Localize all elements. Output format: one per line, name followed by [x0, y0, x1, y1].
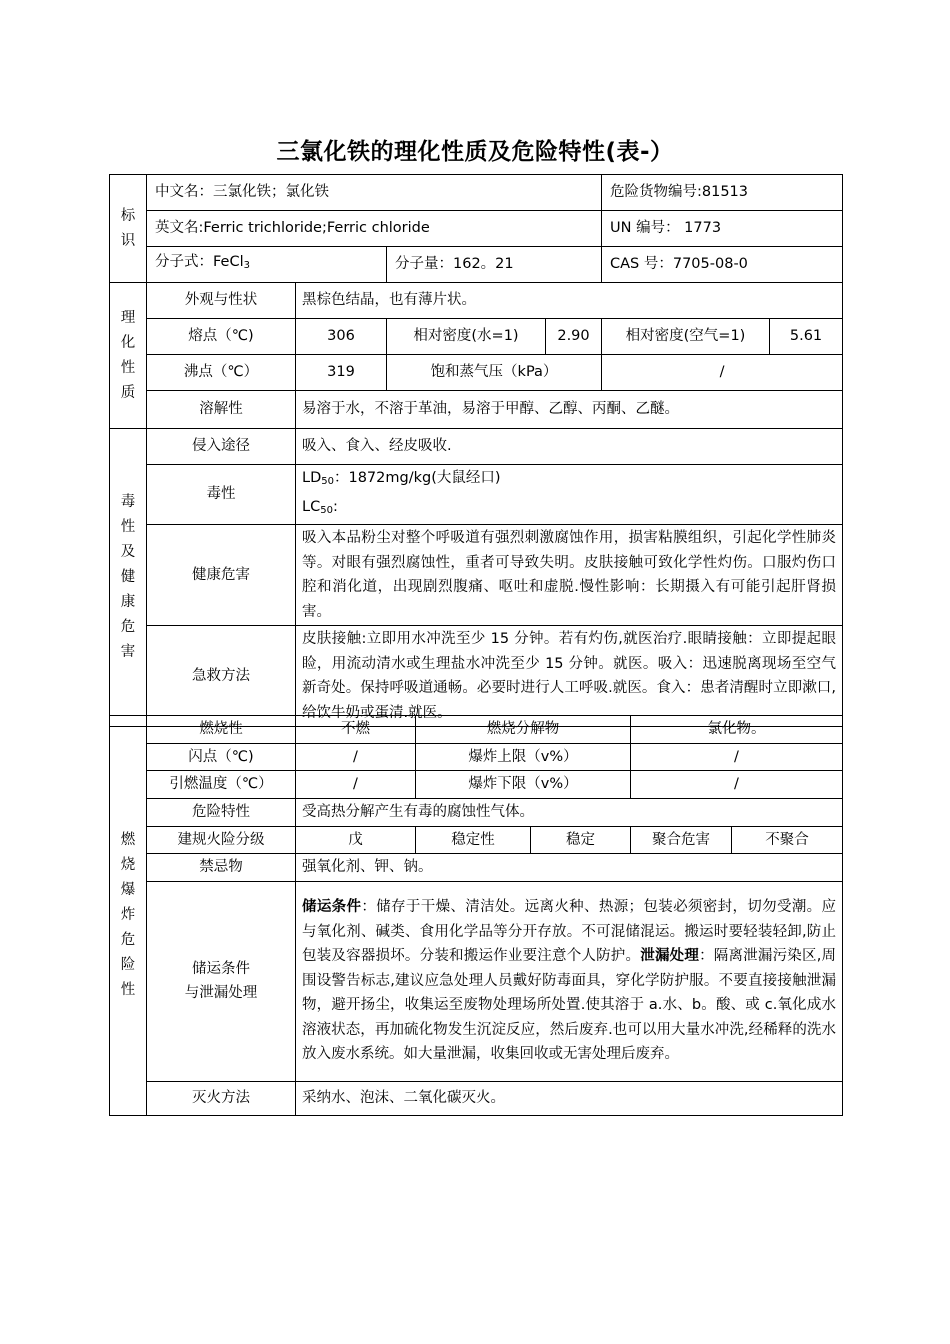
route-label: 侵入途径: [147, 429, 296, 465]
combustibility-value: 不燃: [296, 716, 416, 744]
stability-label: 稳定性: [416, 826, 531, 854]
polymerization-label: 聚合危害: [631, 826, 732, 854]
melting-point-value: 306: [296, 319, 387, 355]
vapor-pressure-value: /: [602, 355, 843, 391]
storage-heading: 储运条件: [302, 899, 362, 916]
appearance-label: 外观与性状: [147, 283, 296, 319]
leak-heading: 泄漏处理: [640, 948, 700, 965]
molecular-formula: 分子式：FeCl$_3$: [147, 247, 387, 283]
boiling-point-value: 319: [296, 355, 387, 391]
physical-properties-table: [109, 282, 843, 429]
appearance-value: 黑棕色结晶，也有薄片状。: [296, 283, 843, 319]
fire-class-value: 戊: [296, 826, 416, 854]
flash-point-label: 闪点（℃): [147, 743, 296, 771]
lower-explosive-limit-value: /: [631, 771, 843, 799]
identification-table: [109, 174, 843, 283]
stability-value: 稳定: [531, 826, 631, 854]
toxicity-table: [109, 428, 843, 727]
storage-leak-value: [296, 881, 843, 1081]
leak-text: ：隔离泄漏污染区,周围设警告标志,建议应急处理人员戴好防毒面具，穿化学防护服。不要直接接触泄漏物，避开扬尘，收集运至废物处理场所处置.使其溶于 a.水、b。酸、或 c.氧化成水溶液状态，再加硫化物发生沉淀反应，然后废弃.也可以用大量水冲洗,经稀释的洗水放入废水系统。如大量泄漏，收集回收或无害处理后废弃。: [302, 948, 837, 1063]
molecular-weight: 分子量：162。21: [387, 247, 602, 283]
hazard-characteristics-value: 受高热分解产生有毒的腐蚀性气体。: [296, 799, 843, 827]
lc50-line: $LC_{50}$:: [302, 498, 338, 516]
extinguishing-label: 灭火方法: [147, 1081, 296, 1115]
extinguishing-value: 采纳水、泡沫、二氧化碳灭火。: [296, 1081, 843, 1115]
decomposition-label: 燃烧分解物: [416, 716, 631, 744]
storage-text: ：储存于干燥、清洁处。远离火种、热源；包装必须密封，切勿受潮。应与氧化剂、碱类、食用化学品等分开存放。不可混储混运。搬运时要轻装轻卸,防止包装及容器损坏。分装和搬运作业要注意个人防护。: [302, 899, 837, 965]
cas-number: CAS 号：7705-08-0: [602, 247, 843, 283]
melting-point-label: 熔点（℃): [147, 319, 296, 355]
relative-density-air-label: 相对密度(空气=1): [602, 319, 770, 355]
lower-explosive-limit-label: 爆炸下限（v%）: [416, 771, 631, 799]
section-label-fire: 燃烧爆炸危险性: [110, 716, 147, 1116]
health-hazard-value: 吸入本品粉尘对整个呼吸道有强烈刺激腐蚀作用，损害粘膜组织，引起化学性肺炎等。对眼有强烈腐蚀性，重者可导致失明。皮肤接触可致化学性灼伤。口服灼伤口腔和消化道，出现剧烈腹痛、呕吐和虚脱.慢性影响：长期摄入有可能引起肝肾损害。: [296, 525, 843, 626]
dangerous-goods-number: 危险货物编号:81513: [602, 175, 843, 211]
flash-point-value: /: [296, 743, 416, 771]
ignition-temp-value: /: [296, 771, 416, 799]
un-number: UN 编号： 1773: [602, 211, 843, 247]
english-name: 英文名:Ferric trichloride;Ferric chloride: [147, 211, 602, 247]
first-aid-value: 皮肤接触:立即用水冲洗至少 15 分钟。若有灼伤,就医治疗.眼睛接触：立即提起眼睑，用流动清水或生理盐水冲洗至少 15 分钟。就医。吸入：迅速脱离现场至空气新奇处。保持呼吸道通畅。必要时进行人工呼吸.就医。食入：患者清醒时立即漱口,给饮牛奶或蛋清.就医。: [296, 626, 843, 727]
storage-leak-label: 储运条件 与泄漏处理: [147, 881, 296, 1081]
solubility-value: 易溶于水，不溶于革油，易溶于甲醇、乙醇、丙酮、乙醚。: [296, 391, 843, 429]
fire-class-label: 建规火险分级: [147, 826, 296, 854]
hazard-characteristics-label: 危险特性: [147, 799, 296, 827]
section-label-toxicity: 毒性及健康危害: [110, 429, 147, 727]
ld50-line: $LD_{50}$：1872mg/kg(大鼠经口): [302, 470, 501, 487]
section-label-identification: 标识: [110, 175, 147, 283]
solubility-label: 溶解性: [147, 391, 296, 429]
decomposition-value: 氯化物。: [631, 716, 843, 744]
route-value: 吸入、食入、经皮吸收.: [296, 429, 843, 465]
upper-explosive-limit-value: /: [631, 743, 843, 771]
ignition-temp-label: 引燃温度（℃）: [147, 771, 296, 799]
relative-density-water-value: 2.90: [546, 319, 602, 355]
incompatibles-value: 强氧化剂、钾、钠。: [296, 854, 843, 882]
relative-density-water-label: 相对密度(水=1): [387, 319, 546, 355]
toxicity-label: 毒性: [147, 465, 296, 525]
chinese-name: 中文名：三氯化铁；氯化铁: [147, 175, 602, 211]
vapor-pressure-label: 饱和蒸气压（kPa）: [387, 355, 602, 391]
page-title: 三氯化铁的理化性质及危险特性(表-）: [276, 139, 674, 165]
section-label-physical: 理化性质: [110, 283, 147, 429]
boiling-point-label: 沸点（℃）: [147, 355, 296, 391]
incompatibles-label: 禁忌物: [147, 854, 296, 882]
polymerization-value: 不聚合: [732, 826, 843, 854]
fire-hazard-table: [109, 715, 843, 1116]
toxicity-value: [296, 465, 843, 525]
first-aid-label: 急救方法: [147, 626, 296, 727]
relative-density-air-value: 5.61: [770, 319, 843, 355]
combustibility-label: 燃烧性: [147, 716, 296, 744]
health-hazard-label: 健康危害: [147, 525, 296, 626]
upper-explosive-limit-label: 爆炸上限（v%）: [416, 743, 631, 771]
